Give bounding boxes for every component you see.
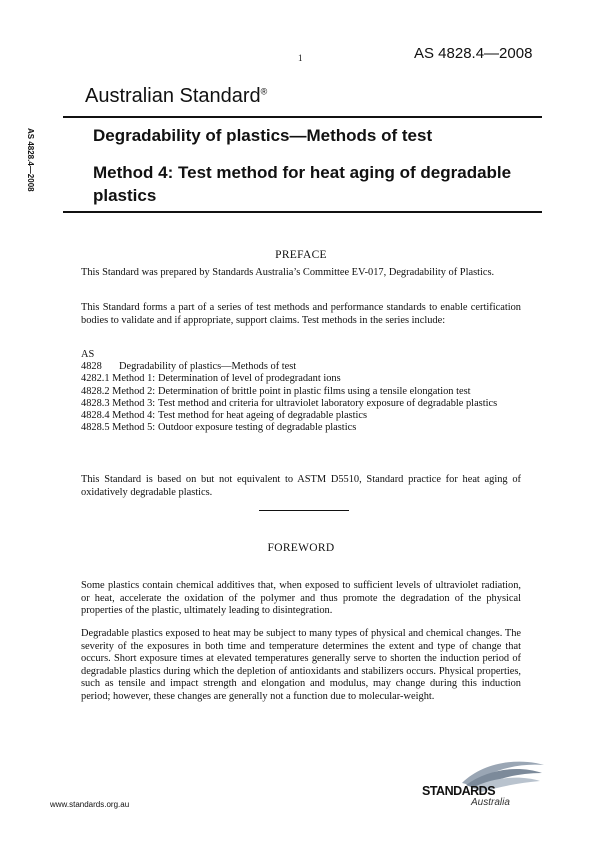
preface-paragraph-1: This Standard was prepared by Standards Australia’s Committee EV-017, Degradability of Plastics. [81,267,495,278]
registered-mark: ® [260,86,268,97]
series-code: 4828 [81,361,102,373]
title-rule [63,211,542,213]
list-item [81,386,531,398]
foreword-paragraph-2: Degradable plastics exposed to heat may be subject to many types of physical and chemical changes. The severity of the exposures in both time and temperature determines the extent and type of change that occurs. Short exposure times at elevated temperatures generally serve to shorten the induction period of degradable plastics during which the depletion of antioxidants and stabilizers occurs. Physical properties, such as tensile and impact strength and elongation and modulus, may change during this induction period; however, these changes are generally not a function due to molecular-weight. [81,628,521,702]
logo-subtitle: Australia [471,797,510,808]
top-rule [63,116,542,118]
logo-wordmark: STANDARDS [422,784,496,798]
side-label [21,128,41,218]
series-code: 4282.1 Method 1: [81,373,156,385]
footer-url[interactable]: www.standards.org.au [50,800,130,809]
series-code: 4828.4 Method 4: [81,410,156,422]
series-code: 4828.3 Method 3: [81,397,156,409]
series-desc: Degradability of plastics—Methods of test [119,361,297,373]
document-title: Degradability of plastics—Methods of test [93,126,433,145]
series-intro: AS [81,349,95,360]
standard-number: AS 4828.4—2008 [414,45,533,62]
method-title: Method 4: Test method for heat aging of degradable plastics [93,163,512,205]
list-item [81,410,531,422]
list-item [81,361,531,373]
brand-title-text: Australian Standard [85,85,261,107]
series-desc: Determination of brittle point in plastic films using a tensile elongation test [158,385,471,397]
series-code: 4828.2 Method 2: [81,385,156,397]
series-desc: Test method for heat ageing of degradable plastics [158,410,368,422]
section-divider [259,510,349,511]
series-desc: Test method and criteria for ultraviolet laboratory exposure of degradable plastics [158,397,498,409]
preface-paragraph-3: This Standard is based on but not equivalent to ASTM D5510, Standard practice for heat aging of oxidatively degradable plastics. [81,474,521,498]
list-item [81,398,531,410]
preface-heading: PREFACE [275,249,327,261]
list-item [81,422,531,434]
preface-paragraph-2: This Standard forms a part of a series of test methods and performance standards to enable certification bodies to validate and if appropriate, support claims. Test methods in the series include: [81,302,521,326]
series-code: 4828.5 Method 5: [81,422,156,434]
foreword-heading: FOREWORD [267,542,335,554]
brand-title [85,85,267,108]
side-label-text: AS 4828.4—2008 [26,128,35,192]
page-number: 1 [298,53,303,63]
series-list [81,349,531,434]
foreword-paragraph-1: Some plastics contain chemical additives that, when exposed to sufficient levels of ultraviolet radiation, or heat, accelerate the oxidation of the polymer and thus promote the degradation of the physical properties of the plastic, ultimately leading to disintegration. [81,580,521,617]
series-desc: Determination of level of prodegradant ions [158,373,341,385]
list-item [81,373,531,385]
series-desc: Outdoor exposure testing of degradable plastics [158,422,357,434]
